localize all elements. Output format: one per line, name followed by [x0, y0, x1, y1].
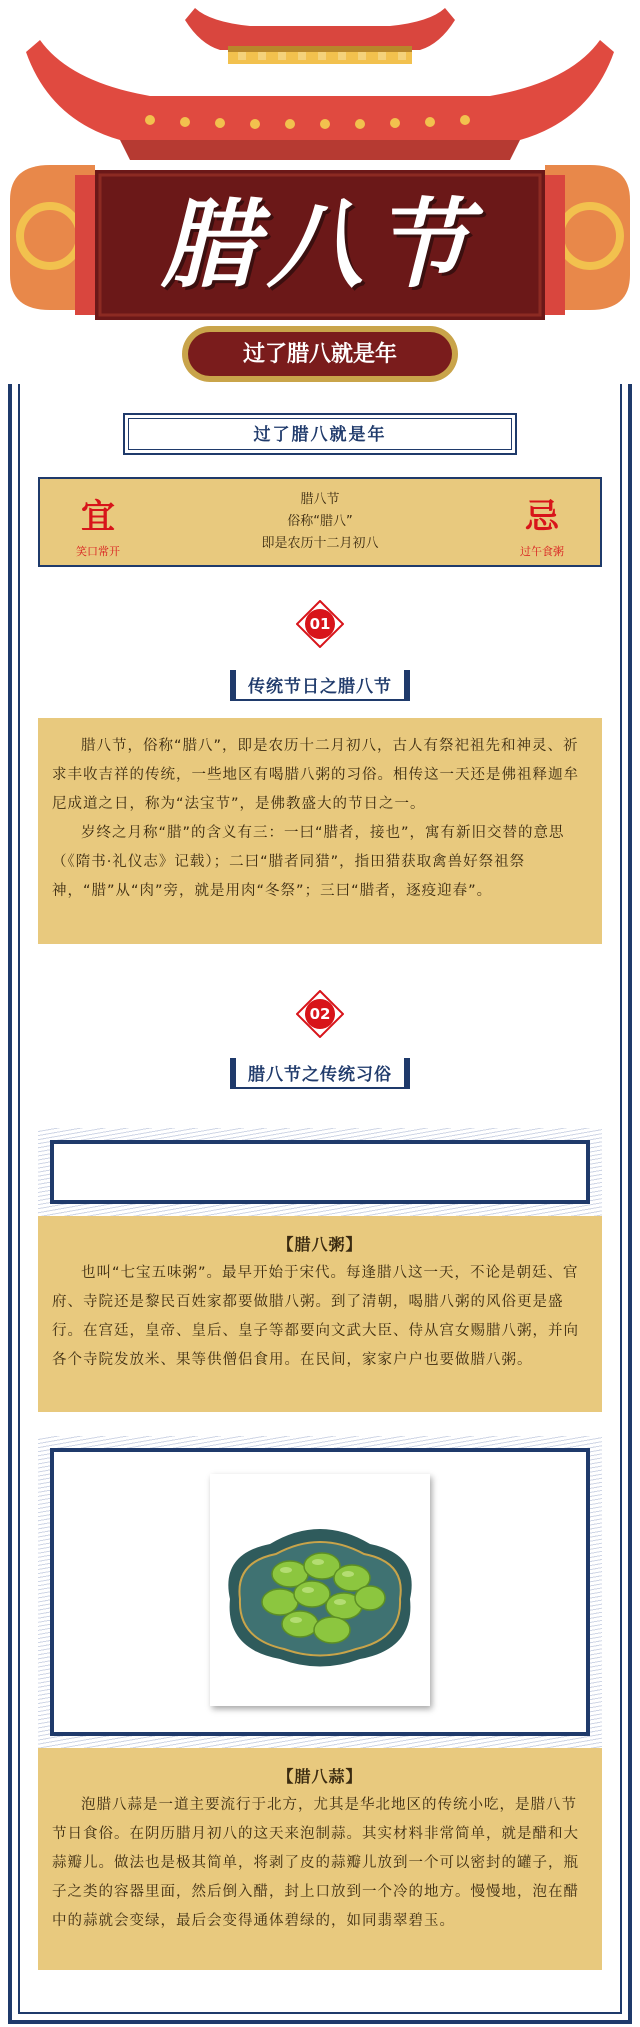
- banner-subtitle: 过了腊八就是年: [242, 341, 397, 367]
- section-number-badge: [296, 600, 344, 648]
- paragraph: 泡腊八蒜是一道主要流行于北方，尤其是华北地区的传统小吃，是腊八节节日食俗。在阴历腊月初八的这天来泡制蒜。其实材料非常简单，就是醋和大蒜瓣儿。做法也是极其简单，将剥了皮的蒜瓣儿放到一个可以密封的罐子，瓶子之类的容器里面，然后倒入醋，封上口放到一个冷的地方。慢慢地，泡在醋中的蒜就会变绿，最后会变得通体碧绿的，如同翡翠碧玉。: [52, 1797, 579, 1929]
- subtitle-box: [123, 413, 517, 455]
- congee-heading: 【腊八粥】: [277, 1235, 363, 1254]
- paragraph: 也叫“七宝五味粥”。最早开始于宋代。每逢腊八这一天，不论是朝廷、官府、寺院还是黎民百姓家都要做腊八粥。到了清朝，喝腊八粥的风俗更是盛行。在宫廷，皇帝、皇后、皇子等都要向文武大臣、侍从宫女赐腊八粥，并向各个寺院发放米、果等供僧侣食用。在民间，家家户户也要做腊八粥。: [52, 1265, 579, 1368]
- yi-character: 宜: [81, 497, 115, 537]
- section-title: [0, 670, 640, 701]
- subtitle-text: 过了腊八就是年: [128, 418, 512, 450]
- paragraph: 腊八节，俗称“腊八”，即是农历十二月初八，古人有祭祀祖先和神灵、祈求丰收吉祥的传统，一些地区有喝腊八粥的习俗。相传这一天还是佛祖释迦牟尼成道之日，称为“法宝节”，是佛教盛大的节日之一。: [52, 738, 579, 812]
- section-number-badge: [296, 990, 344, 1038]
- ji-note: 过午食粥: [520, 545, 564, 558]
- congee-text-box: [38, 1216, 602, 1412]
- section-number: 02: [309, 1005, 331, 1023]
- yi-note: 笑口常开: [76, 545, 120, 558]
- section-title: [0, 1058, 640, 1089]
- ji-character: 忌: [525, 497, 559, 537]
- section1-text-box: [38, 718, 602, 944]
- image-placeholder-panel: [50, 1140, 590, 1204]
- almanac-line: 俗称“腊八”: [287, 514, 353, 529]
- almanac-line: 腊八节: [300, 492, 340, 507]
- section-title-text: 腊八节之传统习俗: [230, 1058, 410, 1089]
- section-number: 01: [309, 615, 331, 633]
- garlic-text-box: [38, 1748, 602, 1970]
- laba-garlic-photo: [210, 1474, 430, 1706]
- garlic-heading: 【腊八蒜】: [277, 1767, 363, 1786]
- almanac-line: 即是农历十二月初八: [261, 536, 379, 551]
- banner-title: 腊八节: [161, 188, 479, 301]
- section-title-text: 传统节日之腊八节: [230, 670, 410, 701]
- garlic-bowl-image: [210, 1474, 430, 1706]
- almanac-center-text: [190, 489, 450, 555]
- paragraph: 岁终之月称“腊”的含义有三：一曰“腊者，接也”，寓有新旧交替的意思（《隋书·礼仪志》记载）；二曰“腊者同猎”，指田猎获取禽兽好祭祖祭神，“腊”从“肉”旁，就是用肉“冬祭”；三曰“腊者，逐疫迎春”。: [52, 825, 565, 899]
- header-banner: [0, 0, 640, 390]
- yi-ji-almanac-box: [38, 477, 602, 567]
